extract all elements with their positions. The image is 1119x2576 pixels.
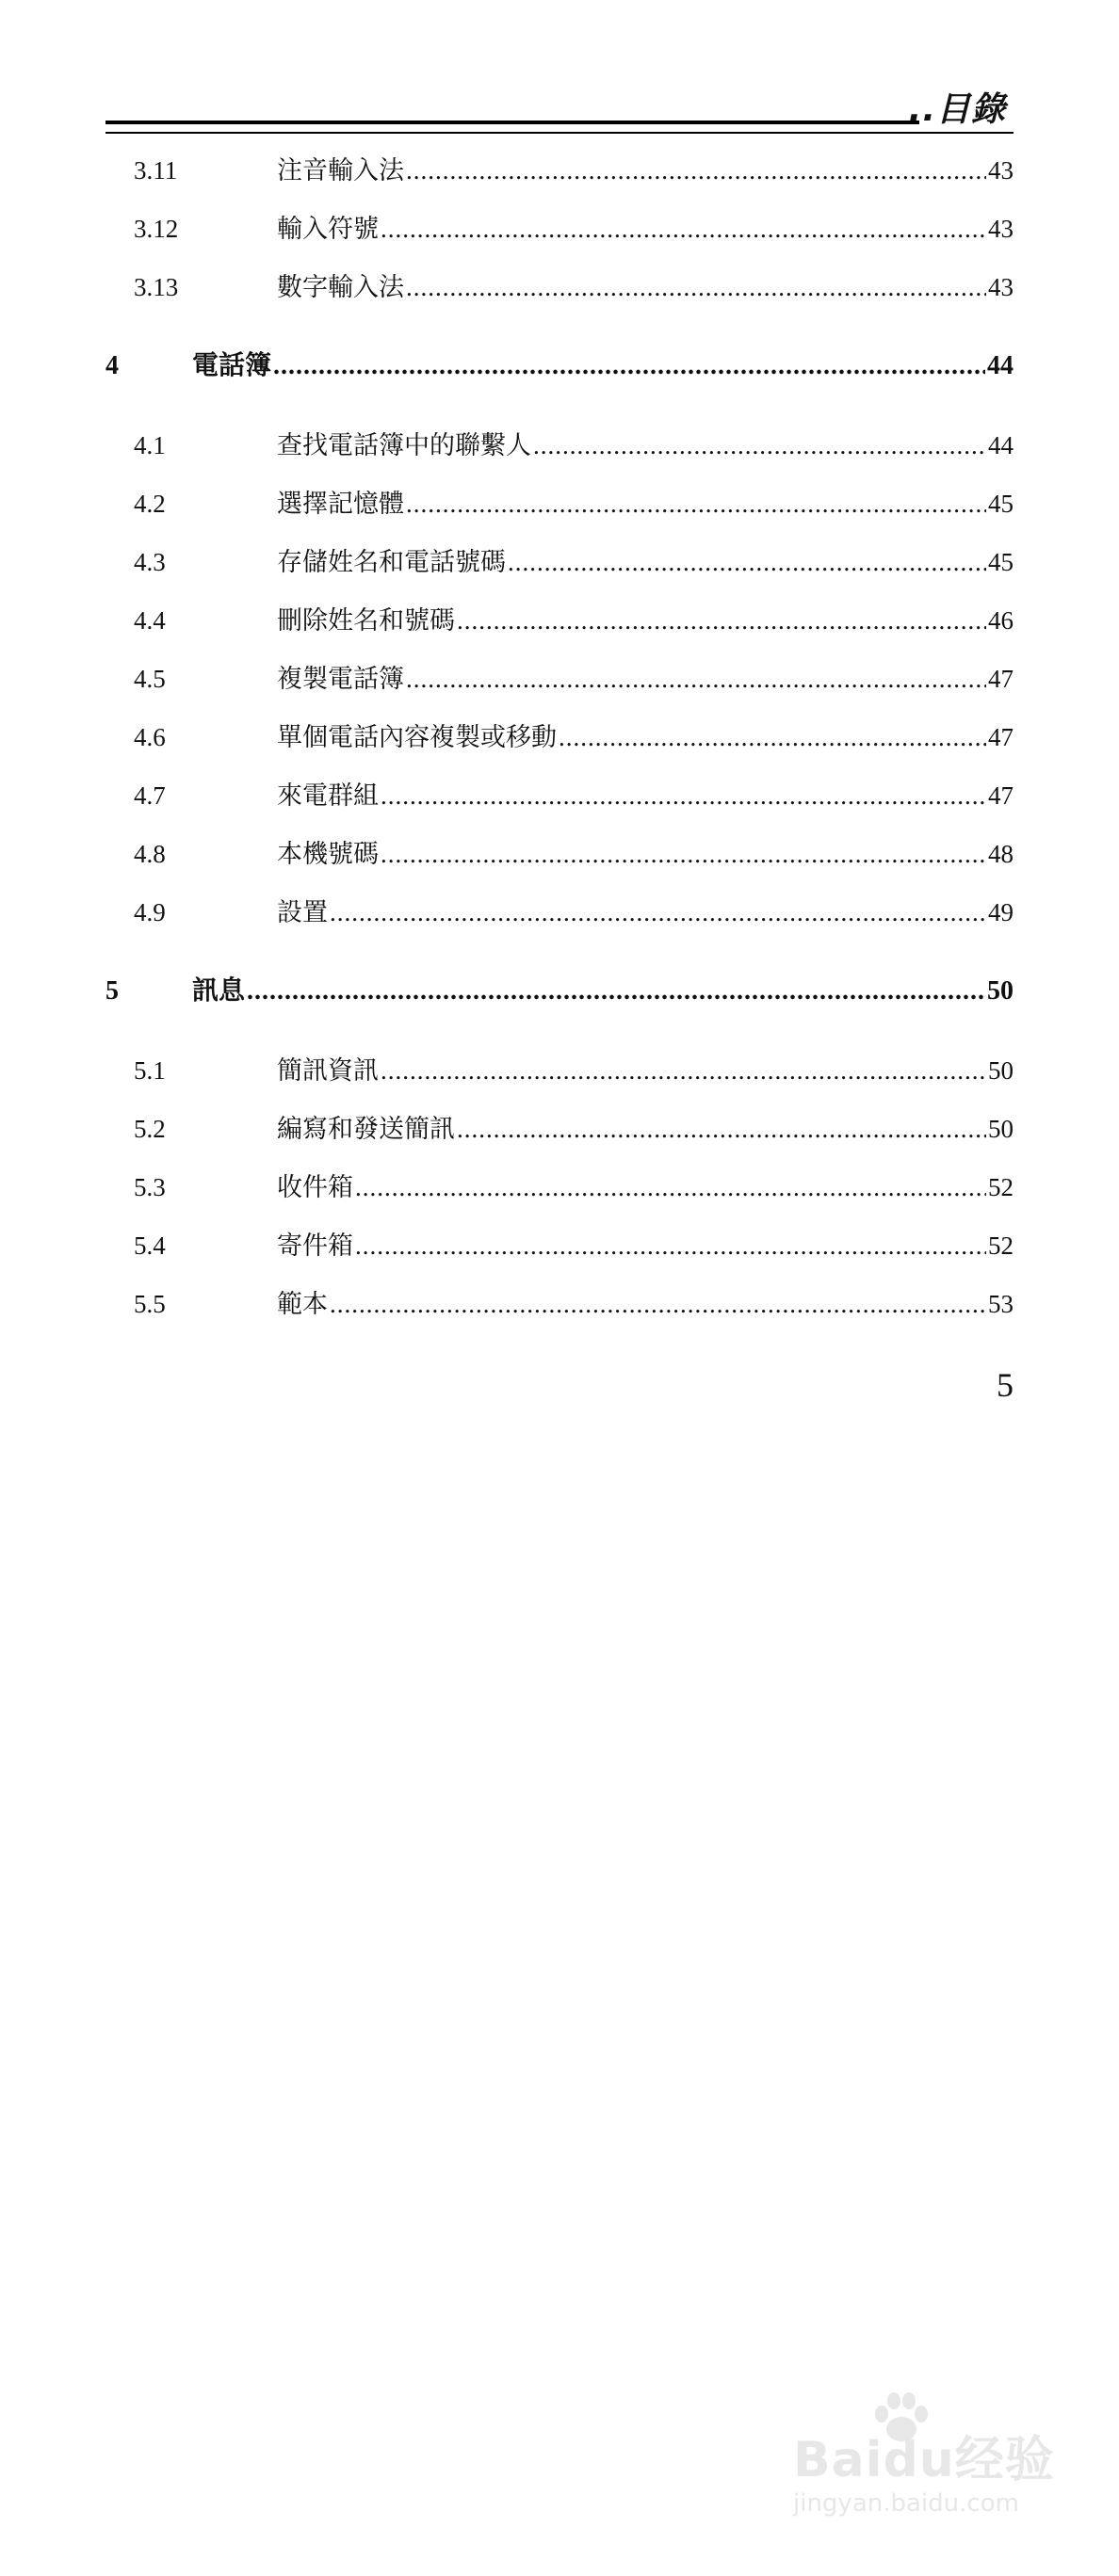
toc-entry-title: 刪除姓名和號碼 [277,606,455,635]
toc-entry-row [105,591,1014,650]
toc-leader-dots [457,1100,986,1158]
toc-leader-dots [533,416,986,475]
toc-entry-title: 複製電話簿 [277,665,404,693]
toc-entry-page: 43 [988,215,1014,243]
toc-section-row [105,962,1014,1021]
toc-entry-number: 4.6 [134,723,166,751]
header-title: ..目錄 [908,90,1006,129]
toc-leader-dots [355,1158,986,1216]
toc-entry-title: 編寫和發送簡訊 [277,1115,455,1143]
toc-entry-title: 電話簿 [192,351,272,380]
toc-leader-dots [406,141,986,200]
toc-entry-title: 本機號碼 [277,840,379,868]
toc-entry-number: 4.5 [134,665,166,693]
toc-entry-row [105,1041,1014,1100]
toc-entry-title: 注音輸入法 [277,156,404,185]
toc-entry-page: 44 [988,431,1014,459]
page-header [105,83,1014,139]
toc-entry-page: 52 [988,1173,1014,1201]
toc-entry-number: 5.3 [134,1173,166,1201]
header-rule [105,121,919,124]
toc-entry-title: 單個電話內容複製或移動 [277,723,557,751]
toc-entry-row [105,1100,1014,1158]
watermark [784,2391,1066,2533]
toc-entry-row [105,1216,1014,1275]
toc-entry-number: 3.13 [134,273,179,301]
toc-entry-number: 5.1 [134,1056,166,1085]
toc-entry-number: 4 [105,351,119,380]
toc-entry-number: 4.9 [134,898,166,926]
toc-entry-number: 4.7 [134,781,166,810]
toc-leader-dots [381,825,986,883]
toc-entry-number: 5.2 [134,1115,166,1143]
toc-entry-row [105,825,1014,883]
toc-entry-number: 4.2 [134,490,166,518]
toc-entry-number: 4.3 [134,548,166,576]
toc-leader-dots [330,1275,986,1333]
toc-section-row [105,337,1014,395]
toc-entry-page: 47 [988,781,1014,810]
watermark-url: jingyan.baidu.com [793,2489,1019,2518]
toc-leader-dots [559,708,986,766]
toc-leader-dots [247,962,985,1021]
toc-entry-page: 44 [987,351,1014,380]
toc-entry-title: 查找電話簿中的聯繫人 [277,431,531,459]
toc-entry-title: 寄件箱 [277,1232,353,1260]
toc-entry-number: 5.4 [134,1232,166,1260]
toc-entry-page: 46 [988,606,1014,635]
toc-entry-title: 收件箱 [277,1173,353,1201]
toc-leader-dots [381,1041,986,1100]
toc-leader-dots [457,591,986,650]
watermark-brand: Baidu经验 [793,2432,1055,2488]
toc-entry-number: 4.8 [134,840,166,868]
toc-entry-title: 來電群組 [277,781,379,810]
toc-entry-number: 4.4 [134,606,166,635]
toc-entry-title: 範本 [277,1290,328,1318]
toc-entry-number: 5.5 [134,1290,166,1318]
toc-entry-page: 47 [988,723,1014,751]
toc-entry-page: 48 [988,840,1014,868]
header-rule-thin [105,132,1014,134]
toc-entry-page: 50 [987,976,1014,1006]
toc-entry-row [105,1275,1014,1333]
toc-leader-dots [381,766,986,825]
toc-entry-page: 53 [988,1290,1014,1318]
toc-entry-row [105,883,1014,942]
toc-leader-dots [508,533,986,591]
toc-entry-page: 45 [988,548,1014,576]
toc-entry-row [105,650,1014,708]
toc-entry-number: 5 [105,976,119,1006]
toc-entry-row [105,708,1014,766]
toc-leader-dots [355,1216,986,1275]
toc-leader-dots [330,883,986,942]
toc-entry-title: 輸入符號 [277,215,379,243]
toc-entry-page: 45 [988,490,1014,518]
toc-entry-page: 47 [988,665,1014,693]
toc-entry-row [105,475,1014,533]
page-number: 5 [997,1366,1014,1404]
toc-entry-title: 存儲姓名和電話號碼 [277,548,506,576]
toc-entry-title: 選擇記憶體 [277,490,404,518]
toc-entry-title: 設置 [277,898,328,926]
toc-entry-page: 49 [988,898,1014,926]
toc-entry-title: 簡訊資訊 [277,1056,379,1085]
toc-leader-dots [406,475,986,533]
toc-entry-number: 4.1 [134,431,166,459]
toc-entry-row [105,1158,1014,1216]
toc-entry-number: 3.11 [134,156,178,185]
toc-entry-number: 3.12 [134,215,179,243]
toc-entry-page: 50 [988,1056,1014,1085]
toc-leader-dots [273,337,985,395]
toc-entry-row [105,533,1014,591]
toc-leader-dots [381,200,986,258]
toc-entry-row [105,766,1014,825]
toc-entry-row [105,416,1014,475]
toc-entry-page: 43 [988,156,1014,185]
toc-leader-dots [406,258,986,316]
toc-entry-row [105,258,1014,316]
toc-entry-row [105,200,1014,258]
toc-entry-row [105,141,1014,200]
toc-entry-page: 50 [988,1115,1014,1143]
toc-leader-dots [406,650,986,708]
toc-entry-page: 52 [988,1232,1014,1260]
table-of-contents [105,141,1014,1333]
toc-entry-title: 訊息 [192,976,246,1006]
toc-entry-page: 43 [988,273,1014,301]
toc-entry-title: 數字輸入法 [277,273,404,301]
